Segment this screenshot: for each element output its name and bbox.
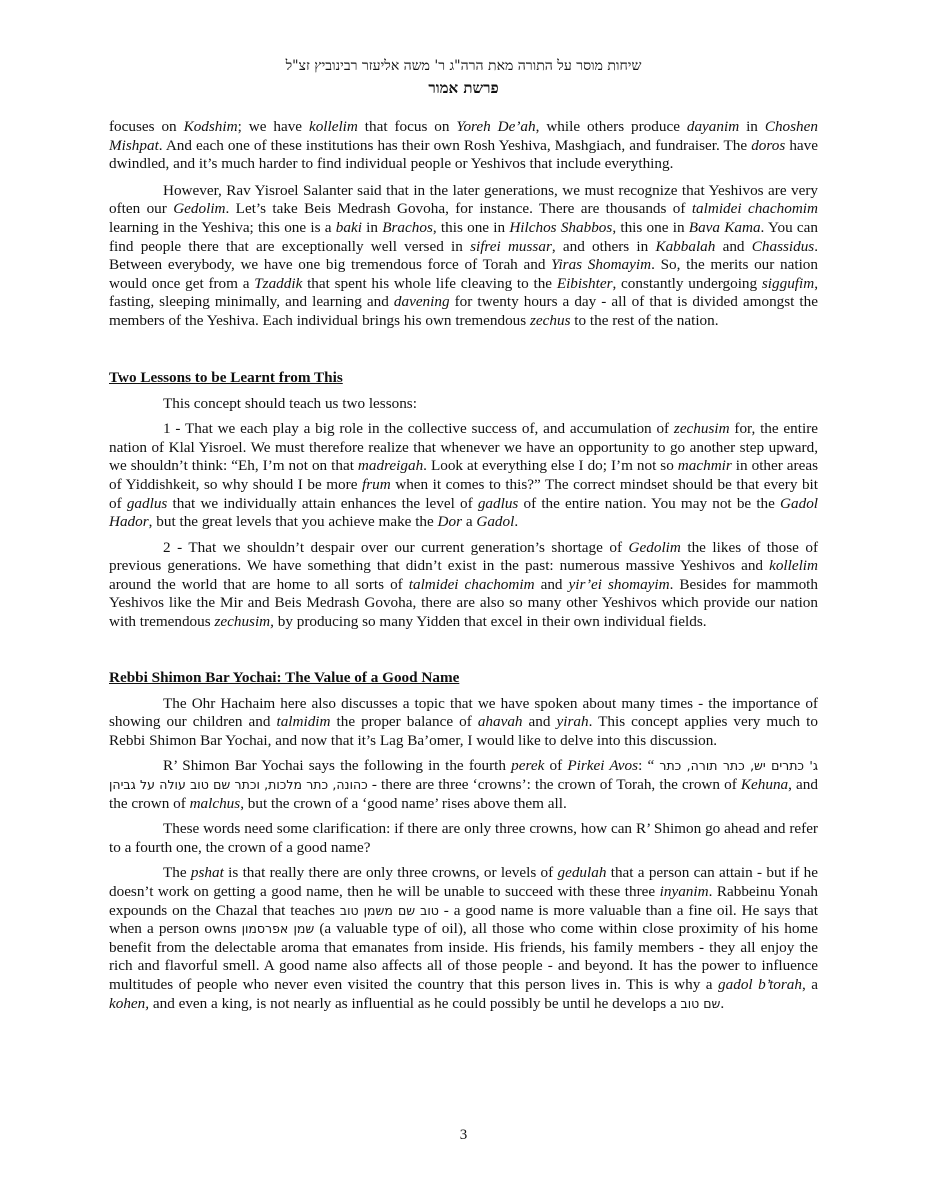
italic-term: Yoreh De’ah	[456, 118, 536, 135]
italic-term: talmidei chachomim	[408, 575, 535, 593]
italic-term: talmidim	[276, 713, 331, 731]
italic-term: gadol b’torah	[718, 975, 802, 993]
paragraph	[109, 420, 818, 532]
italic-term: Brachos	[382, 218, 433, 236]
italic-term: dayanim	[686, 118, 740, 135]
text-run: . You can find people there that are exceptionally well versed in	[109, 218, 818, 255]
italic-term: Gedolim	[173, 200, 226, 218]
italic-term: davening	[393, 293, 450, 311]
text-run: that a person can attain - but if he doesn’t work on getting a good name, then he will be unable to succeed with these three	[109, 864, 818, 900]
italic-term: Gadol	[476, 513, 515, 531]
italic-term: gadlus	[126, 494, 168, 512]
text-run: - a good name is more valuable than a fine oil. He says that when a person owns	[109, 901, 818, 938]
italic-term: Gadol Hador	[109, 494, 819, 531]
text-run: . Between everybody, we have one big tremendous force of Torah and	[109, 237, 819, 274]
text-run: . So, the merits our nation would once get from a	[109, 256, 818, 292]
text-run: the likes of those of previous generations. We have something that didn’t exist in the past: numerous massive Yeshivos and	[109, 538, 819, 575]
header-parsha: פרשת אמור	[428, 79, 499, 97]
text-run: The	[163, 864, 191, 882]
paragraph	[109, 395, 818, 414]
text-run: , but the crown of a ‘good name’ rises above them all.	[240, 794, 567, 812]
italic-term: Dor	[437, 513, 463, 531]
header-title: שיחות מוסר על התורה מאת הרה"ג ר' משה אליעזר רבינוביץ זצ"ל	[285, 58, 642, 74]
italic-term: Kabbalah	[655, 237, 716, 255]
hebrew-quote: שמן אפרסמון	[241, 921, 315, 937]
italic-term: Yiras Shomayim	[551, 256, 652, 274]
text-run: 1 - That we each play a big role in the collective success of, and accumulation of	[163, 420, 674, 438]
text-run: .	[514, 513, 519, 531]
italic-term: malchus	[189, 794, 241, 812]
italic-term: Eibishter	[556, 274, 613, 292]
paragraph	[109, 757, 818, 813]
text-run: This concept should teach us two lessons:	[163, 394, 417, 412]
text-run: is that really there are only three crowns, or levels of	[223, 864, 558, 882]
body-text	[109, 118, 818, 1013]
paragraph	[109, 864, 818, 1013]
text-run: focuses on	[109, 118, 184, 135]
italic-term: inyanim	[659, 883, 709, 900]
text-run: to the rest of the nation.	[570, 311, 719, 329]
text-run: : “	[638, 757, 660, 775]
italic-term: machmir	[677, 457, 732, 475]
text-run: a	[462, 513, 477, 531]
text-run: , a	[801, 975, 818, 993]
italic-term: yir’ei shomayim	[568, 575, 670, 593]
italic-term: kohen,	[109, 994, 150, 1012]
text-run: that focus on	[357, 118, 457, 135]
italic-term: Pirkei Avos	[567, 757, 639, 775]
text-run: ; we have	[237, 118, 309, 135]
text-run: in	[739, 118, 765, 135]
italic-term: siggufim	[761, 274, 815, 292]
text-run: . Look at everything else I do; I’m not so	[423, 457, 678, 475]
text-run: , this one in	[432, 218, 510, 236]
italic-term: baki	[335, 218, 362, 236]
text-run: in	[361, 218, 383, 236]
text-run: and	[715, 237, 752, 255]
text-run: . Besides for mammoth Yeshivos like the Mir and Beis Medrash Govoha, there are also so many other Yeshivos which provide our nation with tremendous	[109, 575, 818, 631]
text-run: , constantly undergoing	[612, 274, 762, 292]
section-heading: Rebbi Shimon Bar Yochai: The Value of a Good Name	[109, 668, 460, 686]
text-run: when it comes to this?” The correct mindset should be that every bit of	[109, 475, 818, 512]
italic-term: madreigah	[357, 457, 424, 475]
text-run: of the entire nation. You may not be the	[518, 494, 781, 512]
text-run: However, Rav Yisroel Salanter said that in the later generations, we must recognize that Yeshivos are very often our	[109, 181, 818, 218]
text-run: and even a king, is not nearly as influential as he could possibly be until he develops a	[149, 994, 681, 1012]
text-run: by producing so many Yidden that excel in their own individual fields.	[273, 613, 707, 631]
hebrew-quote: שם טוב	[680, 995, 721, 1011]
paragraph	[109, 539, 818, 632]
text-run: (a valuable type of oil), all those who come within close proximity of his home benefit from the delectable aroma that emanates from inside. His friends, his family members - they all enjoy the rich and flavorful smell. A good name also affects all of those people - and beyond. It has the power to influence multitudes of people who never even visited the country that this person lives in. This is why a	[109, 920, 818, 993]
italic-term: Bava Kama	[688, 218, 761, 236]
text-run: , and others in	[551, 237, 656, 255]
italic-term: Gedolim	[628, 538, 681, 556]
running-header	[0, 56, 927, 98]
text-run: , and the crown of	[109, 776, 818, 812]
italic-term: Hilchos Shabbos	[509, 218, 613, 236]
italic-term: Tzaddik	[254, 274, 303, 292]
italic-term: sifrei mussar	[470, 237, 552, 255]
text-run: - there are three ‘crowns’: the crown of Torah, the crown of	[367, 776, 741, 794]
text-run: for, the entire nation of Klal Yisroel. We must therefore realize that whenever we have an opportunity to go another step upward, we shouldn’t think: “Eh, I’m not on that	[109, 420, 818, 475]
text-run: have dwindled, and it’s much harder to find individual people or Yeshivos that include everything.	[109, 136, 818, 173]
text-run: learning in the Yeshiva; this one is a	[109, 218, 336, 236]
italic-term: zechusim,	[214, 613, 274, 631]
italic-term: kollelim	[769, 557, 818, 575]
italic-term: zechusim	[673, 420, 730, 438]
italic-term: Choshen Mishpat	[109, 118, 818, 154]
text-run: and	[534, 575, 569, 593]
italic-term: Chassidus	[751, 237, 815, 255]
text-run: of	[544, 757, 568, 775]
italic-term: gedulah	[557, 864, 607, 882]
italic-term: perek	[511, 757, 545, 775]
paragraph	[109, 118, 818, 174]
italic-term: Kodshim	[183, 118, 238, 135]
text-run: in other areas of Yiddishkeit, so why should I be more	[109, 457, 818, 493]
text-run: that spent his whole life cleaving to the	[302, 274, 557, 292]
italic-term: talmidei chachomim	[691, 200, 818, 218]
text-run: , fasting, sleeping minimally, and learning and	[109, 274, 818, 311]
text-run: . Let’s take Beis Medrash Govoha, for instance. There are thousands of	[225, 200, 692, 218]
italic-term: Kehuna	[740, 776, 789, 794]
text-run: . This concept applies very much to Rebbi Shimon Bar Yochai, and now that it’s Lag Ba’omer, I would like to delve into this discussion.	[109, 713, 818, 749]
text-run: that we individually attain enhances the level of	[167, 494, 478, 512]
paragraph	[109, 695, 818, 751]
text-run: for twenty hours a day - all of that is divided amongst the members of the Yeshiva. Each individual brings his own tremendous	[109, 293, 818, 329]
italic-term: zechus	[529, 311, 571, 329]
italic-term: frum	[361, 475, 391, 493]
text-run: , but the great levels that you achieve make the	[148, 513, 438, 531]
italic-term: doros	[751, 136, 786, 154]
text-run: .	[720, 994, 725, 1012]
hebrew-quote: טוב שם משמן טוב	[339, 902, 439, 918]
italic-term: yirah	[556, 713, 589, 731]
page-number: 3	[459, 1127, 468, 1143]
italic-term: kollelim	[308, 118, 358, 135]
text-run: These words need some clarification: if there are only three crowns, how can R’ Shimon go ahead and refer to a fourth one, the crown of a good name?	[109, 820, 818, 856]
text-run: the proper balance of	[330, 713, 478, 731]
text-run: 2 - That we shouldn’t despair over our current generation’s shortage of	[163, 538, 629, 556]
text-run: , while others produce	[535, 118, 687, 135]
paragraph	[109, 182, 818, 331]
italic-term: pshat	[190, 864, 224, 882]
text-run: . Rabbeinu Yonah expounds on the Chazal that teaches	[109, 883, 818, 919]
italic-term: gadlus	[477, 494, 519, 512]
text-run: around the world that are home to all sorts of	[109, 575, 409, 593]
text-run: R’ Shimon Bar Yochai says the following in the fourth	[163, 757, 512, 775]
text-run: . And each one of these institutions has their own Rosh Yeshiva, Mashgiach, and fundraiser. The	[158, 136, 752, 154]
italic-term: ahavah	[477, 713, 523, 731]
text-run: The Ohr Hachaim here also discusses a topic that we have spoken about many times - the importance of showing our children and	[109, 694, 818, 731]
text-run: and	[522, 713, 557, 731]
hebrew-quote: ג' כתרים יש, כתר תורה, כתר כהונה, כתר מלכות, וכתר שם טוב עולה על גביהן	[109, 758, 818, 793]
paragraph	[109, 820, 818, 857]
section-heading: Two Lessons to be Learnt from This	[109, 368, 343, 386]
text-run: , this one in	[612, 218, 689, 236]
